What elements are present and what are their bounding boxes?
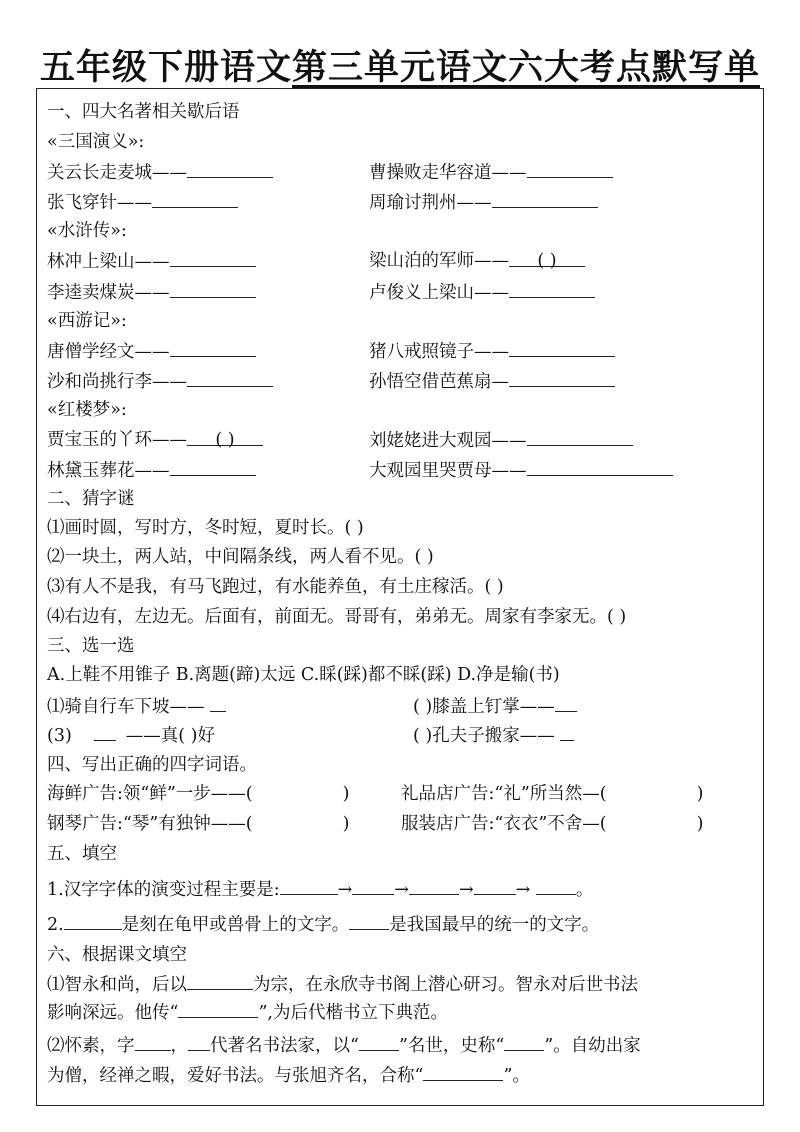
passage2-line2 — [47, 1064, 530, 1087]
passage2-line1 — [47, 1034, 641, 1057]
section5-heading: 五、填空 — [47, 844, 117, 864]
honglou-row2 — [47, 459, 757, 482]
item-text: ( )孔夫子搬家—— — [413, 726, 555, 746]
arrow-icon: → — [515, 880, 531, 900]
section4-heading: 四、写出正确的四字词语。 — [47, 755, 257, 775]
answer-blank[interactable] — [555, 695, 577, 712]
answer-blank[interactable] — [527, 161, 613, 178]
answer-blank[interactable] — [492, 191, 598, 208]
honglou-row1 — [47, 429, 757, 451]
xiyou-label: «西游记»: — [47, 311, 127, 331]
arrow-icon: → — [458, 880, 474, 900]
shuihu-row1 — [47, 250, 757, 273]
honglou-label: «红楼梦»: — [47, 400, 127, 420]
item-text: 2. — [47, 915, 64, 935]
item-text: 梁山泊的军师—— — [369, 251, 509, 271]
item-text: 钢琴广告:“琴”有独钟——( — [47, 814, 253, 834]
item-text: 海鲜广告:领“鲜”一步——( — [47, 784, 253, 804]
item-text: 李逵卖煤炭—— — [47, 283, 170, 303]
item-text: (3) — [47, 726, 72, 746]
riddle-3: ⑶有人不是我，有马飞跑过，有水能养鱼，有土庄稼活。( ) — [47, 577, 504, 597]
answer-blank[interactable] — [349, 913, 389, 930]
item-text: ) — [342, 784, 350, 804]
answer-blank[interactable]: ( ) — [509, 250, 585, 267]
answer-blank[interactable] — [178, 1001, 258, 1018]
title-part2: 第三单元语文六大考点默写单 — [292, 47, 761, 88]
item-text: ”名世，史称“ — [398, 1036, 505, 1056]
item-text: ， — [170, 1036, 188, 1056]
item-text: 为僧，经禅之暇，爱好书法。与张旭齐名，合称“ — [47, 1066, 424, 1086]
item-text: 大观园里哭贾母—— — [369, 461, 527, 481]
item-text: 曹操败走华容道—— — [369, 163, 527, 183]
xiyou-row2 — [47, 370, 757, 393]
answer-blank[interactable] — [152, 191, 238, 208]
item-text: 卢俊义上梁山—— — [369, 283, 509, 303]
answer-blank[interactable] — [187, 370, 273, 387]
item-text: 孙悟空借芭蕉扇— — [369, 372, 509, 392]
answer-blank[interactable] — [536, 878, 576, 895]
answer-blank[interactable] — [135, 1034, 171, 1051]
item-text: 1.汉字字体的演变过程主要是: — [47, 880, 280, 900]
fill-line1 — [47, 878, 593, 901]
item-text: ⑵怀素，字 — [47, 1036, 135, 1056]
xiyou-row1 — [47, 340, 757, 363]
answer-blank[interactable] — [560, 724, 574, 741]
sanguo-row1 — [47, 161, 757, 184]
answer-blank[interactable] — [527, 459, 673, 476]
choice-row2 — [47, 724, 757, 747]
answer-blank[interactable] — [527, 429, 633, 446]
item-text: 周瑜讨荆州—— — [369, 193, 492, 213]
item-text: 是刻在龟甲或兽骨上的文字。 — [121, 915, 350, 935]
item-text: 是我国最早的统一的文字。 — [389, 915, 600, 935]
item-text: 礼品店广告:“礼”所当然—( — [401, 784, 607, 804]
shuihu-label: «水浒传»: — [47, 221, 127, 241]
answer-blank[interactable] — [504, 1034, 544, 1051]
answer-blank[interactable] — [64, 913, 122, 930]
arrow-icon: → — [394, 880, 409, 900]
riddle-2: ⑵一块土，两人站，中间隔条线，两人看不见。( ) — [47, 547, 434, 567]
item-text: ) — [696, 784, 704, 804]
answer-blank[interactable] — [423, 1064, 503, 1081]
section2-heading: 二、猜字谜 — [47, 489, 135, 509]
answer-blank[interactable] — [509, 340, 615, 357]
item-text: 刘姥姥进大观园—— — [369, 431, 527, 451]
item-text: 贾宝玉的丫环—— — [47, 430, 187, 450]
section6-heading: 六、根据课文填空 — [47, 945, 187, 965]
answer-blank[interactable] — [474, 878, 516, 895]
page-title — [0, 40, 800, 90]
sanguo-row2 — [47, 191, 757, 214]
answer-blank[interactable] — [94, 724, 116, 741]
item-text: ⑴智永和尚，后以 — [47, 975, 187, 995]
section3-heading: 三、选一选 — [47, 636, 135, 656]
item-text: 张飞穿针—— — [47, 193, 152, 213]
choice-options: A.上鞋不用锥子 B.离题(蹄)太远 C.睬(踩)都不睬(踩) D.净是输(书) — [47, 665, 560, 685]
passage1-line1 — [47, 973, 638, 996]
item-text: 林黛玉葬花—— — [47, 461, 170, 481]
answer-blank[interactable] — [170, 340, 256, 357]
item-text: 代著名书法家，以“ — [210, 1036, 359, 1056]
riddle-4: ⑷右边有，左边无。后面有，前面无。哥哥有，弟弟无。周家有李家无。( ) — [47, 607, 627, 627]
section1-heading: 一、四大名著相关歇后语 — [47, 102, 240, 122]
sanguo-label: «三国演义»: — [47, 132, 145, 152]
answer-blank[interactable] — [280, 878, 338, 895]
passage1-line2 — [47, 1001, 448, 1024]
item-text: 猪八戒照镜子—— — [369, 342, 509, 362]
ad-row1 — [47, 783, 757, 805]
arrow-icon: → — [337, 880, 353, 900]
item-text: 。 — [575, 880, 594, 900]
answer-blank[interactable] — [409, 878, 459, 895]
item-text: ) — [342, 814, 350, 834]
item-text: ( )膝盖上钉掌—— — [413, 697, 555, 717]
item-text: 林冲上梁山—— — [47, 252, 170, 272]
answer-blank[interactable] — [210, 695, 226, 712]
answer-blank[interactable] — [509, 370, 615, 387]
item-text: 关云长走麦城—— — [47, 163, 187, 183]
item-text: ”。 — [503, 1066, 530, 1086]
answer-blank[interactable] — [188, 1034, 210, 1051]
answer-blank[interactable] — [509, 281, 595, 298]
item-text: ”,为后代楷书立下典范。 — [258, 1003, 448, 1023]
item-text: 沙和尚挑行李—— — [47, 372, 187, 392]
answer-blank[interactable] — [359, 1034, 399, 1051]
title-part1: 五年级下册语文 — [39, 47, 292, 88]
item-text: ) — [696, 814, 704, 834]
item-text: 影响深远。他传“ — [47, 1003, 179, 1023]
item-text: 服装店广告:“衣衣”不舍—( — [401, 814, 607, 834]
answer-blank[interactable] — [187, 161, 273, 178]
answer-blank[interactable] — [170, 250, 256, 267]
item-text: ——真( )好 — [125, 726, 216, 746]
item-text: 唐僧学经文—— — [47, 342, 170, 362]
riddle-1: ⑴画时圆，写时方，冬时短，夏时长。( ) — [47, 518, 364, 538]
answer-blank[interactable] — [352, 878, 394, 895]
item-text: ⑴骑自行车下坡—— — [47, 697, 205, 717]
answer-blank[interactable] — [187, 973, 253, 990]
item-text: ”。自幼出家 — [544, 1036, 641, 1056]
answer-blank[interactable] — [170, 281, 256, 298]
ad-row2 — [47, 813, 757, 835]
choice-row1 — [47, 695, 757, 718]
answer-blank[interactable]: ( ) — [187, 429, 263, 446]
answer-blank[interactable] — [170, 459, 256, 476]
fill-line2 — [47, 913, 599, 936]
shuihu-row2 — [47, 281, 757, 304]
item-text: 为宗，在永欣寺书阁上潜心研习。智永对后世书法 — [253, 975, 638, 995]
